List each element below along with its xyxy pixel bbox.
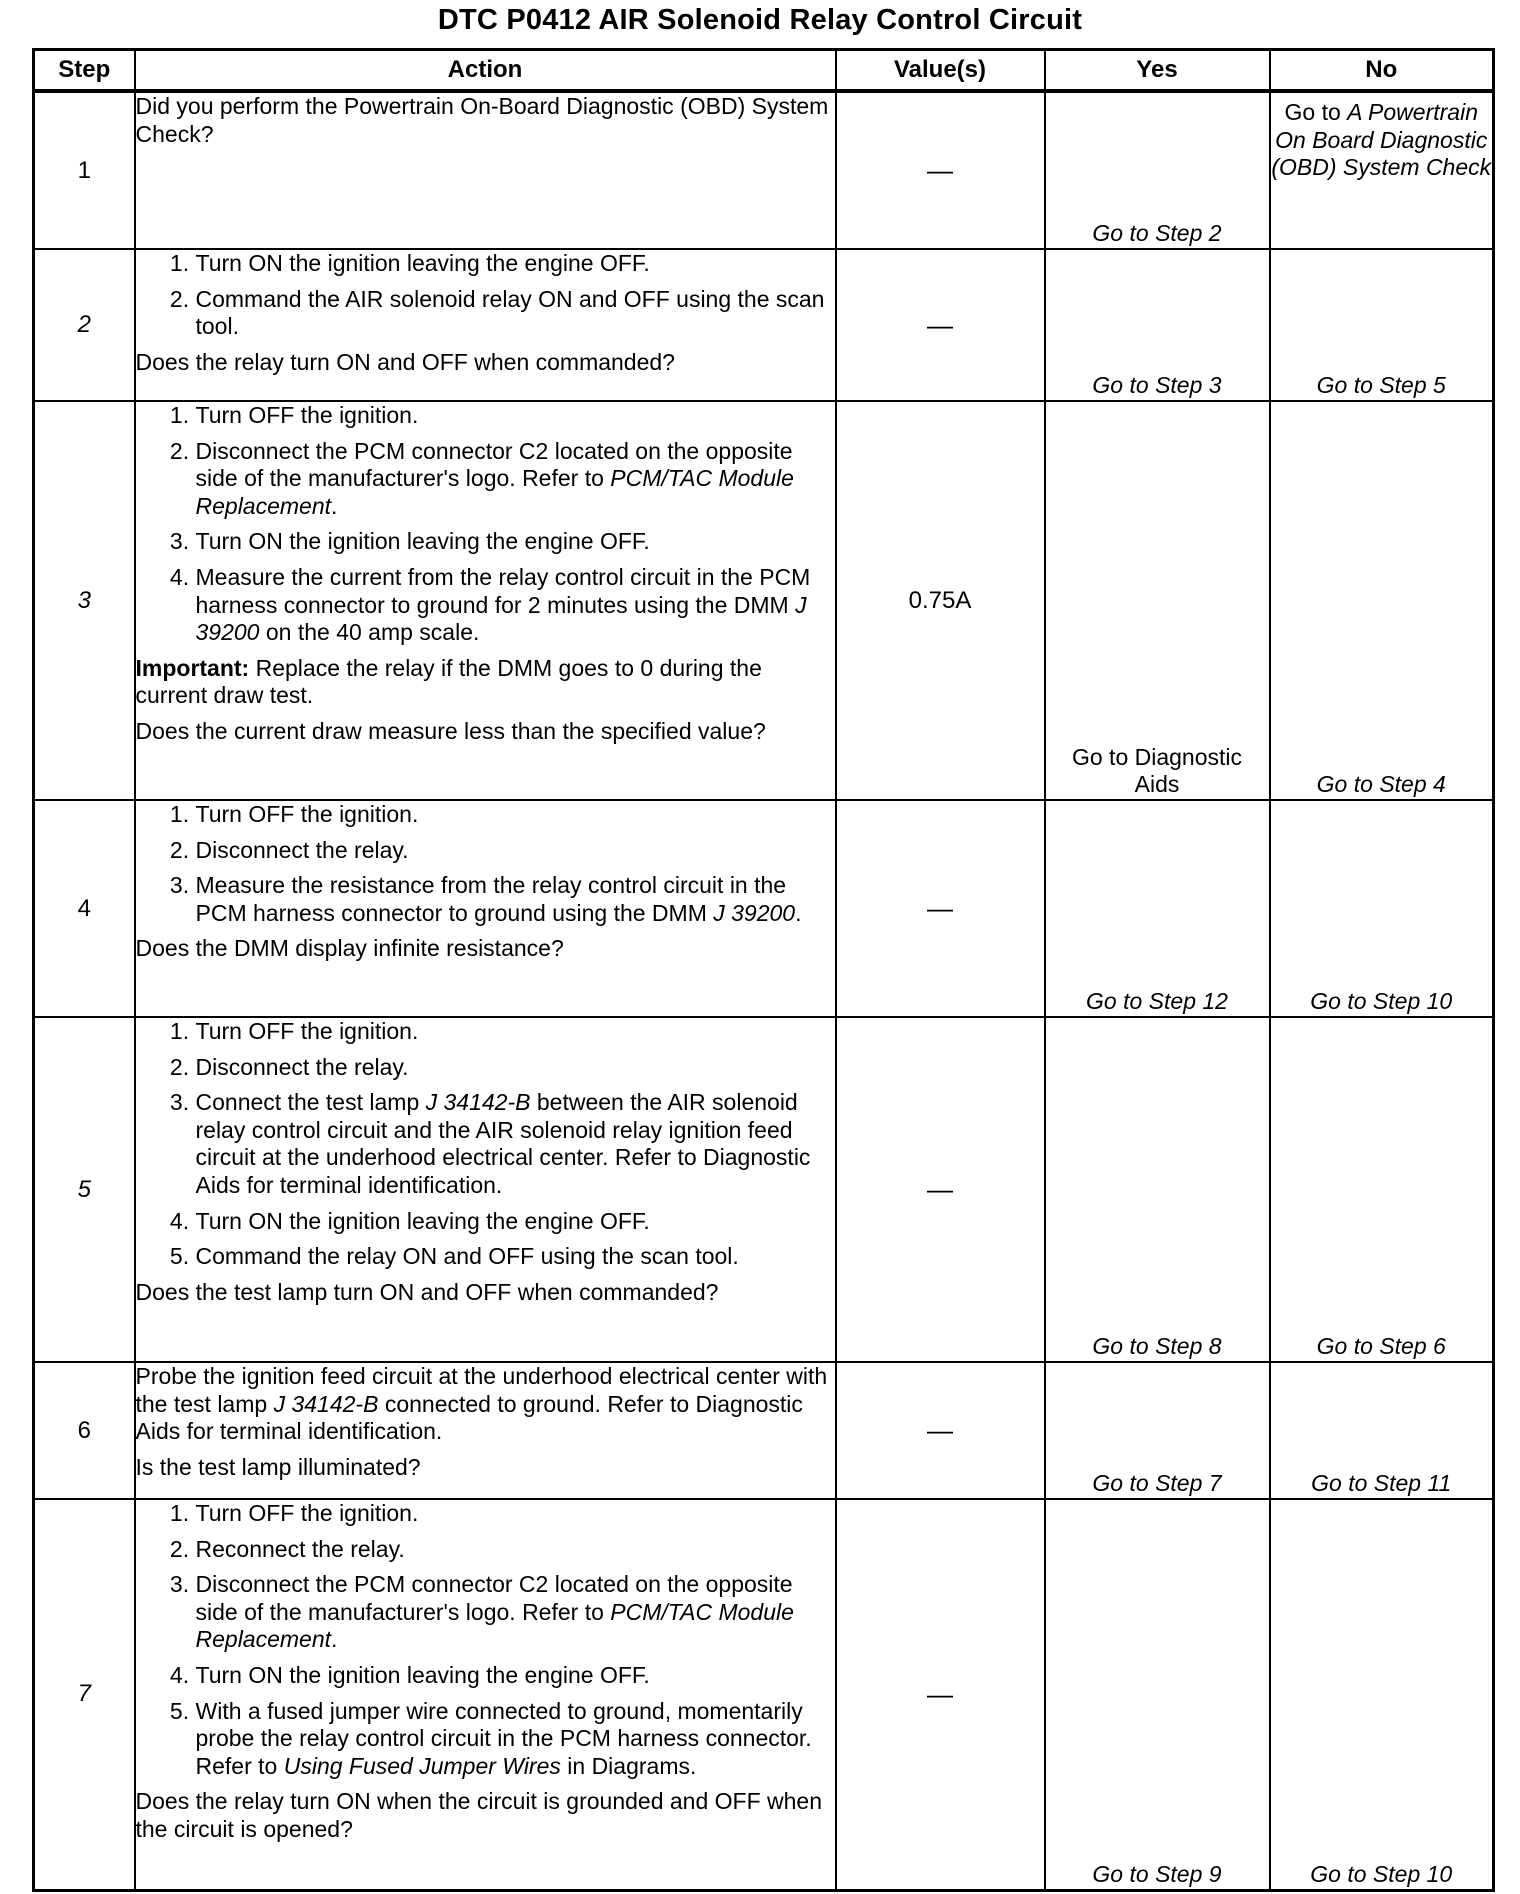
no-cell — [1270, 1499, 1494, 1890]
step-number: 7 — [34, 1499, 135, 1890]
list-item: 2. Command the AIR solenoid relay ON and OFF using the scan tool. — [196, 286, 835, 341]
list-item: 1. Turn OFF the ignition. — [196, 801, 835, 829]
action-question: Does the relay turn ON when the circuit is grounded and OFF when the circuit is opened? — [135, 1788, 823, 1842]
action-list — [136, 402, 835, 647]
action-text — [136, 1363, 835, 1446]
step-number: 3 — [34, 401, 135, 800]
tool-number: J 39200 — [713, 899, 796, 926]
yes-text: Go to Step 12 — [1086, 988, 1228, 1015]
yes-cell — [1045, 800, 1270, 1017]
list-item — [196, 1698, 835, 1781]
value-text: — — [927, 309, 953, 340]
no-text: Go to Step 4 — [1316, 771, 1446, 798]
action-text-part: Probe the ignition feed circuit at the underhood electrical center with the test lamp — [135, 1363, 828, 1417]
list-item — [196, 1571, 835, 1654]
table-row — [34, 1499, 1494, 1890]
yes-text: Go to Step 3 — [1092, 372, 1222, 399]
list-item — [196, 564, 835, 647]
value-cell — [836, 800, 1045, 1017]
no-reference: A Powertrain On Board Diagnostic (OBD) System Check — [1271, 99, 1492, 181]
header-row — [34, 50, 1494, 92]
action-cell — [135, 800, 836, 1017]
item-text: . — [331, 1626, 338, 1653]
yes-cell — [1045, 1362, 1270, 1499]
no-cell — [1270, 401, 1494, 800]
yes-text: Go to Step 2 — [1092, 220, 1222, 247]
list-item: 1. Turn ON the ignition leaving the engine OFF. — [196, 250, 835, 278]
no-cell — [1270, 1362, 1494, 1499]
yes-text: Go to Step 9 — [1092, 1860, 1222, 1887]
tool-number: J 34142-B — [425, 1089, 531, 1116]
no-text: Go to Step 6 — [1316, 1333, 1446, 1360]
procedure-reference: PCM/TAC Module Replacement — [195, 465, 794, 519]
yes-text: Go to Diagnostic Aids — [1071, 743, 1243, 798]
list-item: 2. Reconnect the relay. — [196, 1536, 835, 1564]
step-number: 5 — [34, 1017, 135, 1362]
item-text: Disconnect the PCM connector C2 located on the opposite side of the manufacturer's logo. Refer to — [195, 437, 793, 492]
table-row — [34, 401, 1494, 800]
step-number: 6 — [34, 1362, 135, 1499]
yes-text: Go to Step 7 — [1092, 1470, 1222, 1497]
important-text: Replace the relay if the DMM goes to 0 during the current draw test. — [135, 654, 762, 709]
value-cell — [836, 401, 1045, 800]
tool-number: J 39200 — [195, 591, 807, 646]
list-item: 5. Command the relay ON and OFF using the scan tool. — [196, 1243, 835, 1271]
value-text: — — [927, 893, 953, 923]
item-text: on the 40 amp scale. — [259, 619, 480, 646]
value-text: 0.75A — [908, 586, 972, 614]
header-value: Value(s) — [836, 50, 1045, 92]
list-item: 2. Disconnect the relay. — [196, 837, 835, 865]
action-cell — [135, 249, 836, 401]
value-cell — [836, 249, 1045, 401]
no-prefix: Go to — [1284, 99, 1348, 125]
list-item: 1. Turn OFF the ignition. — [196, 1018, 835, 1046]
list-item: 1. Turn OFF the ignition. — [196, 1500, 835, 1528]
item-text: . — [795, 899, 802, 926]
no-text: Go to Step 11 — [1311, 1470, 1452, 1497]
action-text-part: connected to ground. Refer to Diagnostic Aids for terminal identification. — [135, 1390, 803, 1445]
yes-cell — [1045, 401, 1270, 800]
list-item: 4. Turn ON the ignition leaving the engine OFF. — [196, 1662, 835, 1690]
header-yes: Yes — [1045, 50, 1270, 92]
no-text: Go to Step 10 — [1310, 988, 1453, 1015]
action-list — [136, 1018, 835, 1271]
no-cell — [1270, 1017, 1494, 1362]
action-list — [136, 1500, 835, 1780]
yes-cell — [1045, 1499, 1270, 1890]
no-cell — [1270, 91, 1494, 249]
item-text: Disconnect the PCM connector C2 located on the opposite side of the manufacturer's logo. Refer to — [195, 1571, 793, 1625]
value-text: — — [927, 1415, 953, 1445]
item-text: between the AIR solenoid relay control circuit and the AIR solenoid relay ignition feed circuit at the underhood electrical center. Refer to Diagnostic Aids for terminal identification. — [195, 1089, 811, 1198]
no-cell — [1270, 249, 1494, 401]
action-question: Does the current draw measure less than the specified value? — [135, 717, 766, 744]
action-question: Does the relay turn ON and OFF when commanded? — [135, 348, 675, 375]
yes-text: Go to Step 8 — [1092, 1333, 1222, 1360]
yes-cell — [1045, 1017, 1270, 1362]
item-text: Measure the resistance from the relay control circuit in the PCM harness connector to ground using the DMM — [195, 872, 787, 926]
action-question: Is the test lamp illuminated? — [135, 1453, 421, 1480]
no-text: Go to Step 5 — [1316, 372, 1446, 399]
page-title: DTC P0412 AIR Solenoid Relay Control Circuit — [437, 4, 1083, 36]
step-number: 1 — [34, 91, 135, 249]
action-cell — [135, 1362, 836, 1499]
procedure-reference: Using Fused Jumper Wires — [283, 1752, 561, 1779]
action-question: Does the DMM display infinite resistance? — [135, 935, 564, 962]
item-text: Measure the current from the relay control circuit in the PCM harness connector to ground for 2 minutes using the DMM — [195, 563, 811, 618]
action-text: Did you perform the Powertrain On-Board Diagnostic (OBD) System Check? — [135, 93, 829, 147]
yes-cell — [1045, 249, 1270, 401]
important-note — [136, 655, 835, 710]
list-item: 1. Turn OFF the ignition. — [196, 402, 835, 430]
yes-cell — [1045, 91, 1270, 249]
table-row — [34, 91, 1494, 249]
action-list — [136, 250, 835, 341]
item-text: Connect the test lamp — [195, 1089, 426, 1116]
no-cell — [1270, 800, 1494, 1017]
item-text: With a fused jumper wire connected to ground, momentarily probe the relay control circuit in the PCM harness connector. Refer to — [195, 1697, 812, 1779]
header-no: No — [1270, 50, 1494, 92]
step-number: 4 — [34, 800, 135, 1017]
item-text: in Diagrams. — [560, 1752, 697, 1779]
value-text: — — [927, 1678, 953, 1709]
header-action: Action — [135, 50, 836, 92]
no-text: Go to Step 10 — [1310, 1860, 1453, 1887]
value-text: — — [927, 155, 953, 185]
value-text: — — [927, 1174, 953, 1204]
value-cell — [836, 1362, 1045, 1499]
list-item — [196, 872, 835, 927]
list-item — [196, 438, 835, 521]
action-cell — [135, 1499, 836, 1890]
table-row — [34, 1362, 1494, 1499]
value-cell — [836, 1017, 1045, 1362]
action-cell — [135, 401, 836, 800]
header-step: Step — [34, 50, 135, 92]
procedure-reference: PCM/TAC Module Replacement — [195, 1598, 794, 1653]
table-row — [34, 1017, 1494, 1362]
tool-number: J 34142-B — [273, 1390, 379, 1417]
action-cell — [135, 1017, 836, 1362]
list-item: 2. Disconnect the relay. — [196, 1054, 835, 1082]
action-cell — [135, 91, 836, 249]
step-number: 2 — [34, 249, 135, 401]
list-item: 3. Turn ON the ignition leaving the engine OFF. — [196, 528, 835, 556]
table-row — [34, 249, 1494, 401]
important-label: Important: — [135, 654, 250, 681]
item-text: . — [331, 492, 338, 519]
list-item: 4. Turn ON the ignition leaving the engine OFF. — [196, 1208, 835, 1236]
table-row — [34, 800, 1494, 1017]
value-cell — [836, 91, 1045, 249]
action-list — [136, 801, 835, 927]
action-question: Does the test lamp turn ON and OFF when commanded? — [135, 1278, 719, 1305]
diagnostic-table — [32, 48, 1495, 1892]
list-item — [196, 1089, 835, 1199]
value-cell — [836, 1499, 1045, 1890]
